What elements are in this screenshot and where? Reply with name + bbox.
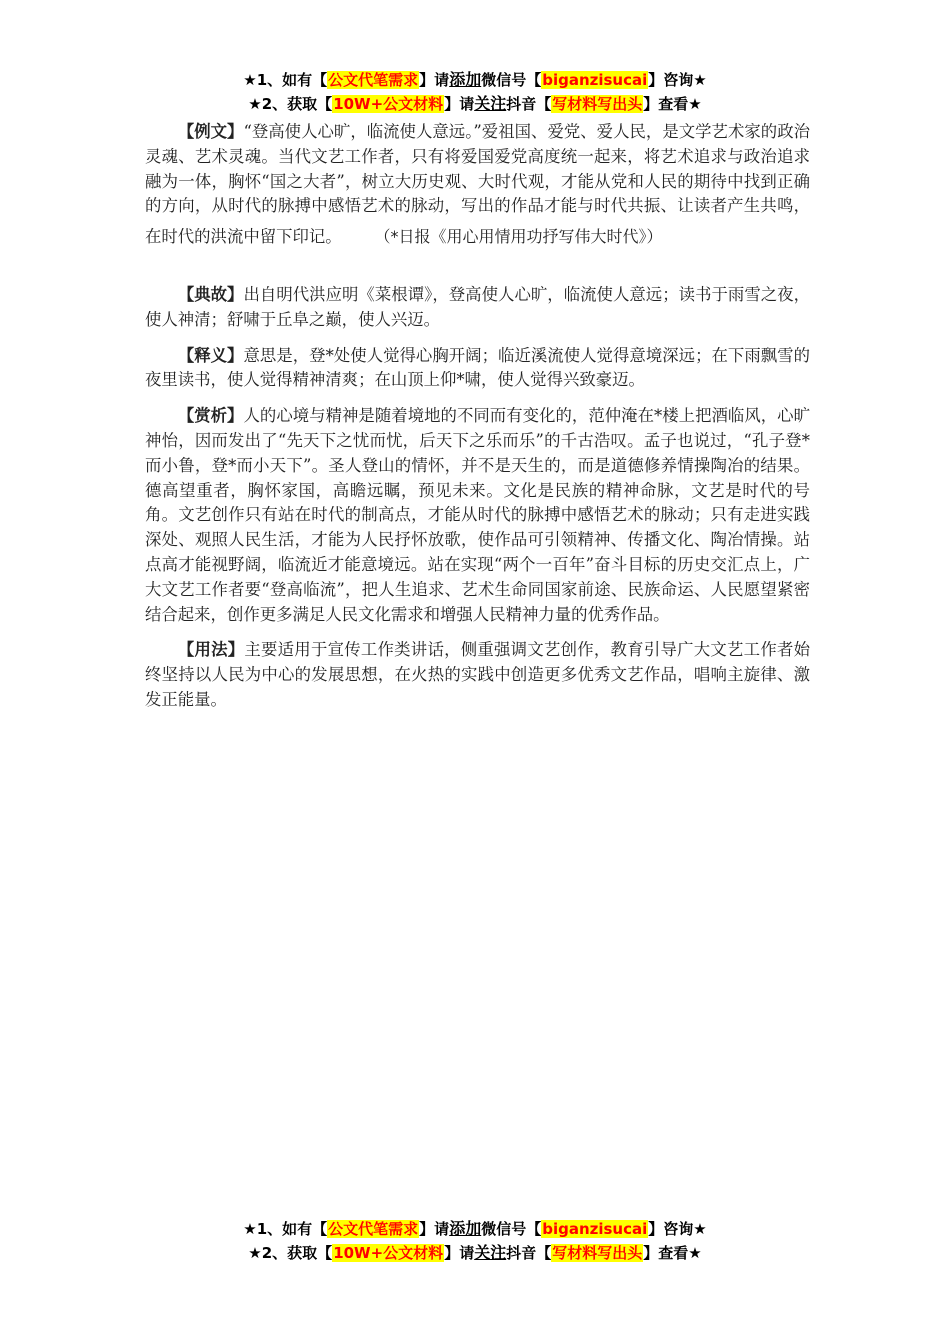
example-paragraph <box>145 120 810 250</box>
highlight-ghostwriting: 公文代笔需求 <box>328 1220 419 1238</box>
appreciation-label: 【赏析】 <box>177 406 244 426</box>
appreciation-text: 人的心境与精神是随着境地的不同而有变化的，范仲淹在*楼上把酒临风，心旷神怡，因而发出了“先天下之忧而忧，后天下之乐而乐”的千古浩叹。孟子也说过，“孔子登*而小鲁，登*而小天下”。圣人登山的情怀，并不是天生的，而是道德修养情操陶冶的结果。德高望重者，胸怀家国，高瞻远瞩，预见未来。文化是民族的精神命脉，文艺是时代的号角。文艺创作只有站在时代的制高点，才能从时代的脉搏中感悟艺术的脉动；只有走进实践深处、观照人民生活，才能为人民抒怀放歌，使作品可引领精神、传播文化、陶冶情操。站点高才能视野阔，临流近才能意境远。站在实现“两个一百年”奋斗目标的历史交汇点上，广大文艺工作者要“登高临流”，把人生追求、艺术生命同国家前途、民族命运、人民愿望紧密结合起来，创作更多满足人民文化需求和增强人民精神力量的优秀作品。 <box>145 406 810 624</box>
highlight-douyin-account: 写材料写出头 <box>552 1244 643 1262</box>
banner-line-1: ★1、如有【公文代笔需求】请添加微信号【biganzisucai】咨询★ <box>243 70 707 89</box>
usage-label: 【用法】 <box>177 640 245 660</box>
banner-line-1: ★1、如有【公文代笔需求】请添加微信号【biganzisucai】咨询★ <box>243 1219 707 1238</box>
appreciation-paragraph <box>145 404 810 627</box>
highlight-ghostwriting: 公文代笔需求 <box>328 71 419 89</box>
meaning-label: 【释义】 <box>177 345 244 365</box>
highlight-douyin-account: 写材料写出头 <box>552 95 643 113</box>
example-source: （*日报《用心用情用功抒写伟大时代》） <box>374 227 663 247</box>
highlight-wechat-id: biganzisucai <box>542 71 648 89</box>
highlight-wechat-id: biganzisucai <box>542 1220 648 1238</box>
bottom-banner <box>0 1217 950 1265</box>
allusion-text: 出自明代洪应明《菜根谭》，登高使人心旷，临流使人意远；读书于雨雪之夜，使人神清；舒啸于丘阜之巅，使人兴迈。 <box>145 284 810 329</box>
example-text: “登高使人心旷，临流使人意远。”爱祖国、爱党、爱人民，是文学艺术家的政治灵魂、艺术灵魂。当代文艺工作者，只有将爱国爱党高度统一起来，将艺术追求与政治追求融为一体，胸怀“国之大者”，树立大历史观、大时代观，才能从党和人民的期待中找到正确的方向，从时代的脉搏中感悟艺术的脉动，写出的作品才能与时代共振、让读者产生共鸣，在时代的洪流中留下印记。 <box>145 122 811 247</box>
meaning-paragraph <box>145 344 810 394</box>
highlight-materials: 10W+公文材料 <box>333 95 444 113</box>
spacer <box>145 261 810 283</box>
allusion-paragraph <box>145 283 810 333</box>
usage-paragraph <box>145 638 810 712</box>
banner-line-2: ★2、获取【10W+公文材料】请关注抖音【写材料写出头】查看★ <box>248 1243 702 1262</box>
usage-text: 主要适用于宣传工作类讲话，侧重强调文艺创作，教育引导广大文艺工作者始终坚持以人民为中心的发展思想，在火热的实践中创造更多优秀文艺作品，唱响主旋律、激发正能量。 <box>145 640 811 709</box>
top-banner <box>0 68 950 116</box>
banner-line-2: ★2、获取【10W+公文材料】请关注抖音【写材料写出头】查看★ <box>248 94 702 113</box>
document-body <box>145 120 810 724</box>
allusion-label: 【典故】 <box>177 284 244 304</box>
example-label: 【例文】 <box>177 122 244 141</box>
meaning-text: 意思是，登*处使人觉得心胸开阔；临近溪流使人觉得意境深远；在下雨飘雪的夜里读书，使人觉得精神清爽；在山顶上仰*啸，使人觉得兴致豪迈。 <box>145 345 810 390</box>
highlight-materials: 10W+公文材料 <box>333 1244 444 1262</box>
